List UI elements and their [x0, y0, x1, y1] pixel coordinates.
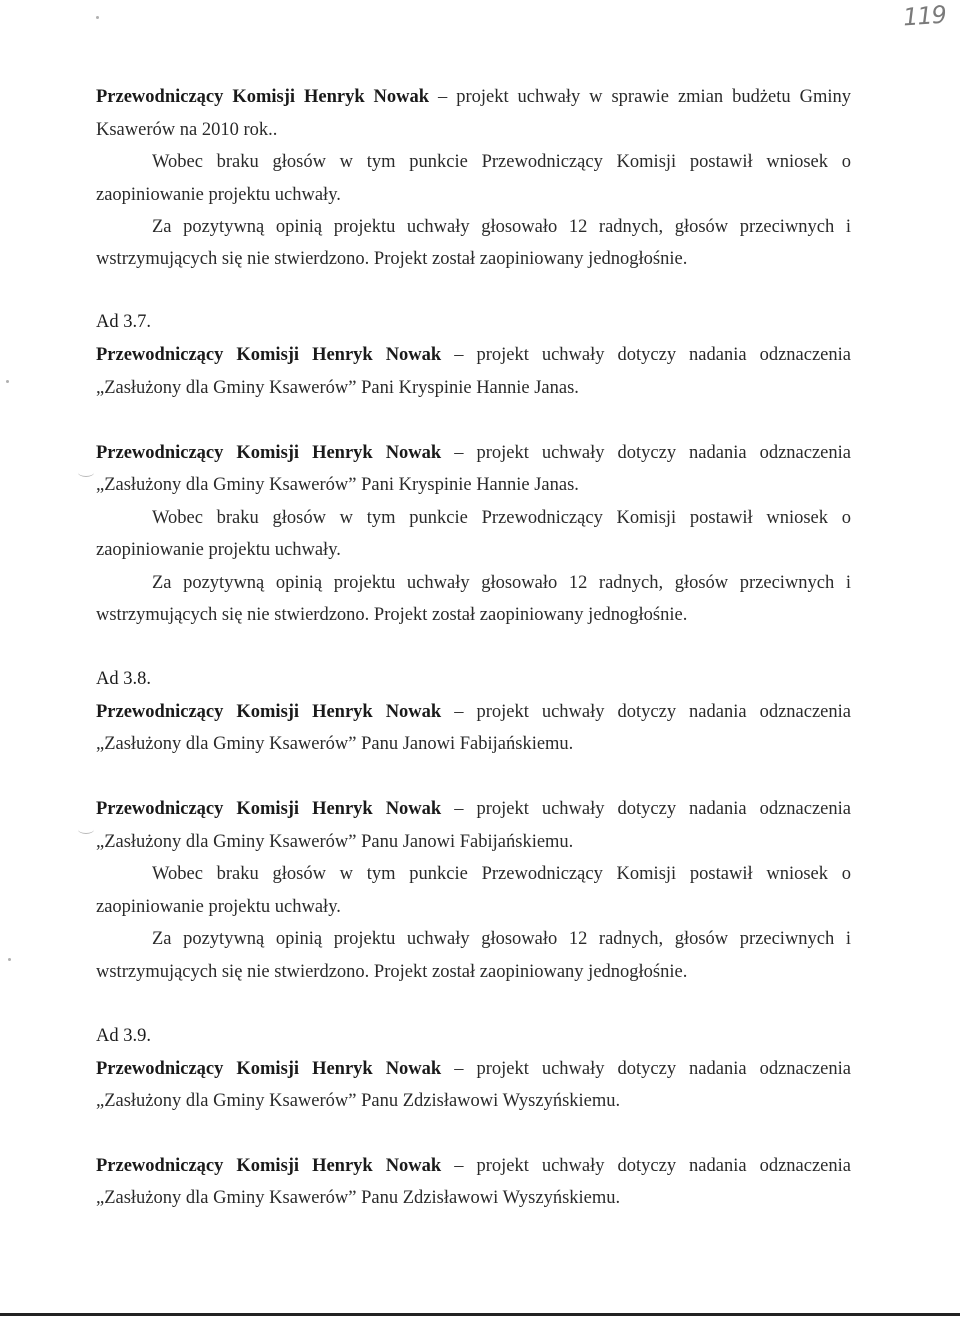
scan-mark — [78, 468, 94, 477]
intro-vote-line-2: wstrzymujących się nie stwierdzono. Projekt został zaopiniowany jednogłośnie. — [96, 249, 688, 269]
ad39-p2-line-1 — [96, 1155, 851, 1177]
page-bottom-edge — [0, 1313, 960, 1316]
ad38-p2-line-2: „Zasłużony dla Gminy Ksawerów” Panu Janowi Fabijańskiemu. — [96, 832, 574, 852]
scan-dot — [96, 16, 99, 19]
ad37-vote-line-2: wstrzymujących się nie stwierdzono. Projekt został zaopiniowany jednogłośnie. — [96, 605, 688, 625]
ad37-p1-line-1 — [96, 344, 851, 366]
ad37-p1-line-2: „Zasłużony dla Gminy Ksawerów” Pani Kryspinie Hannie Janas. — [96, 378, 579, 398]
ad38-p1-text: – projekt uchwały dotyczy nadania odznaczenia — [441, 702, 851, 722]
ad38-wobec-line-2: zaopiniowanie projektu uchwały. — [96, 897, 341, 917]
section-heading-3-9: Ad 3.9. — [96, 1026, 151, 1046]
ad39-p1-line-1 — [96, 1058, 851, 1080]
ad37-wobec-line-1: Wobec braku głosów w tym punkcie Przewodniczący Komisji postawił wniosek o — [152, 508, 851, 528]
ad38-vote-line-1: Za pozytywną opinią projektu uchwały głosowało 12 radnych, głosów przeciwnych i — [152, 929, 851, 949]
ad39-p2-text: – projekt uchwały dotyczy nadania odznaczenia — [441, 1156, 851, 1176]
chairman-name: Przewodniczący Komisji Henryk Nowak — [96, 702, 442, 722]
chairman-name: Przewodniczący Komisji Henryk Nowak — [96, 345, 442, 365]
intro-wobec-line-1: Wobec braku głosów w tym punkcie Przewodniczący Komisji postawił wniosek o — [152, 152, 851, 172]
chairman-name: Przewodniczący Komisji Henryk Nowak — [96, 87, 430, 107]
ad37-wobec-line-2: zaopiniowanie projektu uchwały. — [96, 540, 341, 560]
ad37-vote-line-1: Za pozytywną opinią projektu uchwały głosowało 12 radnych, głosów przeciwnych i — [152, 573, 851, 593]
intro-text: – projekt uchwały w sprawie zmian budżetu Gminy — [429, 87, 851, 107]
ad39-p2-line-2: „Zasłużony dla Gminy Ksawerów” Panu Zdzisławowi Wyszyńskiemu. — [96, 1188, 621, 1208]
section-heading-3-8: Ad 3.8. — [96, 669, 151, 689]
scan-dot — [6, 380, 9, 383]
ad38-p1-line-1 — [96, 701, 851, 723]
chairman-name: Przewodniczący Komisji Henryk Nowak — [96, 1059, 442, 1079]
ad37-p2-line-1 — [96, 442, 851, 464]
intro-paragraph-line-1 — [96, 86, 851, 108]
intro-vote-line-1: Za pozytywną opinią projektu uchwały głosowało 12 radnych, głosów przeciwnych i — [152, 217, 851, 237]
intro-paragraph-line-2: Ksawerów na 2010 rok.. — [96, 120, 278, 140]
ad38-wobec-line-1: Wobec braku głosów w tym punkcie Przewodniczący Komisji postawił wniosek o — [152, 864, 851, 884]
scan-mark — [78, 825, 94, 834]
section-heading-3-7: Ad 3.7. — [96, 312, 151, 332]
scan-dot — [8, 958, 11, 961]
ad38-p1-line-2: „Zasłużony dla Gminy Ksawerów” Panu Janowi Fabijańskiemu. — [96, 734, 574, 754]
ad37-p2-line-2: „Zasłużony dla Gminy Ksawerów” Pani Kryspinie Hannie Janas. — [96, 475, 579, 495]
chairman-name: Przewodniczący Komisji Henryk Nowak — [96, 1156, 442, 1176]
intro-wobec-line-2: zaopiniowanie projektu uchwały. — [96, 185, 341, 205]
page-number: 119 — [902, 0, 947, 32]
ad38-p2-text: – projekt uchwały dotyczy nadania odznaczenia — [441, 799, 851, 819]
ad38-p2-line-1 — [96, 798, 851, 820]
chairman-name: Przewodniczący Komisji Henryk Nowak — [96, 443, 442, 463]
ad39-p1-text: – projekt uchwały dotyczy nadania odznaczenia — [441, 1059, 851, 1079]
ad37-p2-text: – projekt uchwały dotyczy nadania odznaczenia — [441, 443, 851, 463]
ad37-p1-text: – projekt uchwały dotyczy nadania odznaczenia — [441, 345, 851, 365]
ad38-vote-line-2: wstrzymujących się nie stwierdzono. Projekt został zaopiniowany jednogłośnie. — [96, 962, 688, 982]
ad39-p1-line-2: „Zasłużony dla Gminy Ksawerów” Panu Zdzisławowi Wyszyńskiemu. — [96, 1091, 621, 1111]
chairman-name: Przewodniczący Komisji Henryk Nowak — [96, 799, 442, 819]
